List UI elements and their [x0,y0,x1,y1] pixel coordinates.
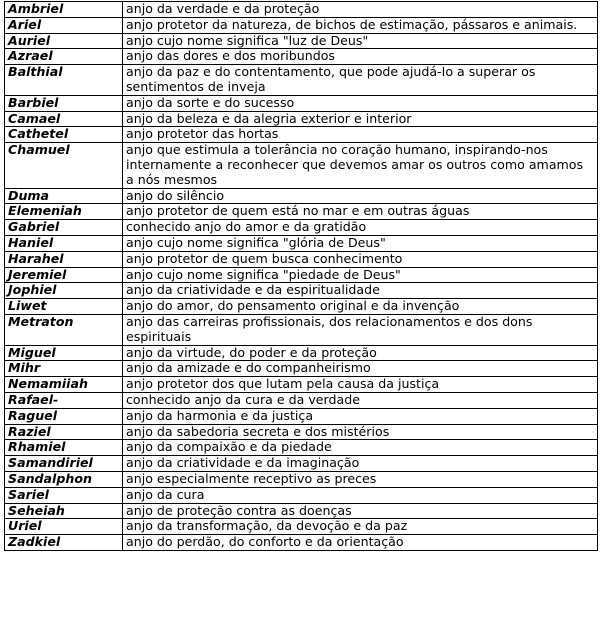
table-row [5,17,598,33]
table-row [5,392,598,408]
angel-description-cell: anjo de proteção contra as doenças [123,503,598,519]
table-row [5,2,598,18]
table-row [5,314,598,345]
angel-name-cell: Liwet [5,299,123,315]
angel-description-cell: anjo da beleza e da alegria exterior e interior [123,111,598,127]
angel-description-cell: anjo protetor de quem está no mar e em outras águas [123,204,598,220]
angel-name-cell: Gabriel [5,220,123,236]
angel-name-cell: Chamuel [5,143,123,188]
angel-description-cell: anjo do perdão, do conforto e da orientação [123,535,598,551]
angel-description-cell: anjo protetor de quem busca conhecimento [123,251,598,267]
angel-description-cell: anjo das carreiras profissionais, dos relacionamentos e dos dons espirituais [123,314,598,345]
table-row [5,235,598,251]
table-row [5,519,598,535]
table-row [5,471,598,487]
table-row [5,424,598,440]
angel-description-cell: anjo protetor da natureza, de bichos de estimação, pássaros e animais. [123,17,598,33]
angel-description-cell: anjo da compaixão e da piedade [123,440,598,456]
table-row [5,267,598,283]
angel-name-cell: Haniel [5,235,123,251]
angel-description-cell: anjo da virtude, do poder e da proteção [123,345,598,361]
angel-name-cell: Raziel [5,424,123,440]
angel-name-cell: Samandiriel [5,456,123,472]
angel-name-cell: Jophiel [5,283,123,299]
angel-description-cell: anjo das dores e dos moribundos [123,49,598,65]
angels-table-body [5,2,598,551]
angel-name-cell: Harahel [5,251,123,267]
angel-description-cell: anjo da criatividade e da imaginação [123,456,598,472]
angel-name-cell: Raguel [5,408,123,424]
angel-description-cell: anjo da harmonia e da justiça [123,408,598,424]
table-row [5,456,598,472]
angel-description-cell: anjo protetor dos que lutam pela causa da justiça [123,377,598,393]
angel-description-cell: anjo da amizade e do companheirismo [123,361,598,377]
angel-name-cell: Ambriel [5,2,123,18]
angel-name-cell: Camael [5,111,123,127]
angel-name-cell: Nemamiiah [5,377,123,393]
angel-name-cell: Cathetel [5,127,123,143]
table-row [5,283,598,299]
angel-name-cell: Rafael- [5,392,123,408]
table-row [5,204,598,220]
angel-description-cell: anjo que estimula a tolerância no coração humano, inspirando-nos internamente a reconhecer que devemos amar os outros como amamos a nós mesmos [123,143,598,188]
angel-name-cell: Sariel [5,487,123,503]
angel-name-cell: Azrael [5,49,123,65]
table-row [5,503,598,519]
table-row [5,143,598,188]
angel-name-cell: Auriel [5,33,123,49]
table-row [5,345,598,361]
angel-name-cell: Sandalphon [5,471,123,487]
angel-description-cell: conhecido anjo da cura e da verdade [123,392,598,408]
angel-description-cell: anjo da sabedoria secreta e dos mistérios [123,424,598,440]
angel-description-cell: anjo protetor das hortas [123,127,598,143]
angel-name-cell: Seheiah [5,503,123,519]
table-row [5,535,598,551]
angel-description-cell: anjo da cura [123,487,598,503]
angels-table [4,1,598,551]
angel-description-cell: anjo do silêncio [123,188,598,204]
angel-name-cell: Zadkiel [5,535,123,551]
angel-name-cell: Rhamiel [5,440,123,456]
table-row [5,299,598,315]
table-row [5,111,598,127]
angel-description-cell: anjo da verdade e da proteção [123,2,598,18]
table-row [5,65,598,96]
angel-description-cell: anjo da transformação, da devoção e da paz [123,519,598,535]
table-row [5,361,598,377]
angel-name-cell: Ariel [5,17,123,33]
table-row [5,487,598,503]
angel-name-cell: Balthial [5,65,123,96]
angel-name-cell: Mihr [5,361,123,377]
angel-description-cell: anjo especialmente receptivo as preces [123,471,598,487]
table-row [5,251,598,267]
table-row [5,440,598,456]
angel-description-cell: anjo da sorte e do sucesso [123,95,598,111]
angel-name-cell: Uriel [5,519,123,535]
angel-description-cell: anjo cujo nome significa "luz de Deus" [123,33,598,49]
table-row [5,33,598,49]
angel-description-cell: anjo cujo nome significa "glória de Deus" [123,235,598,251]
angel-name-cell: Duma [5,188,123,204]
table-row [5,127,598,143]
angel-description-cell: anjo da paz e do contentamento, que pode ajudá-Io a superar os sentimentos de inveja [123,65,598,96]
angel-description-cell: anjo da criatividade e da espiritualidade [123,283,598,299]
angel-name-cell: Barbiel [5,95,123,111]
angel-description-cell: anjo do amor, do pensamento original e da invenção [123,299,598,315]
table-row [5,95,598,111]
angel-name-cell: Miguel [5,345,123,361]
table-row [5,408,598,424]
angel-name-cell: Metraton [5,314,123,345]
angel-description-cell: conhecido anjo do amor e da gratidão [123,220,598,236]
table-row [5,49,598,65]
angel-name-cell: Jeremiel [5,267,123,283]
table-row [5,220,598,236]
angel-name-cell: Elemeniah [5,204,123,220]
table-row [5,188,598,204]
table-row [5,377,598,393]
angel-description-cell: anjo cujo nome significa "piedade de Deus" [123,267,598,283]
